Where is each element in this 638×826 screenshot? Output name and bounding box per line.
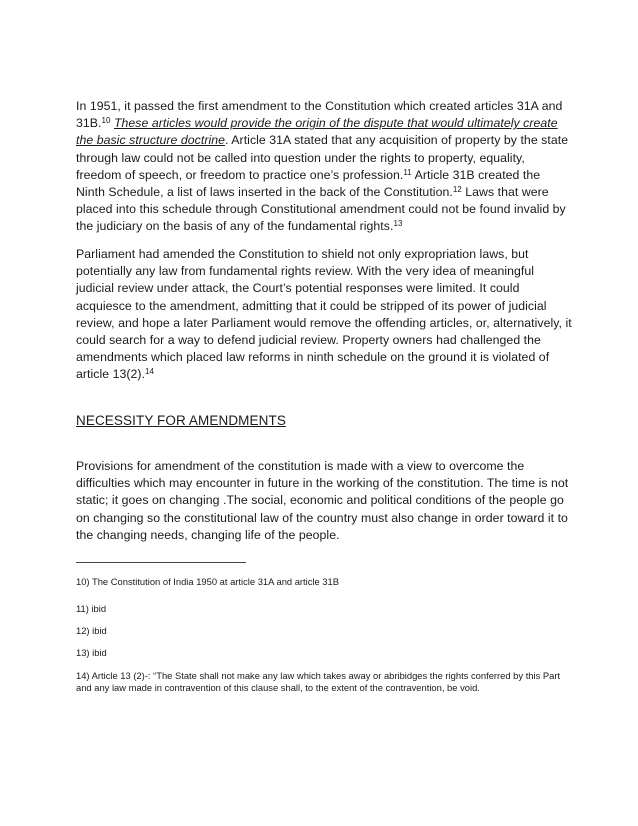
- footnote-ref-13: 13: [393, 219, 403, 229]
- paragraph-text: Provisions for amendment of the constitution is made with a view to overcome the difficulties which may encounter in future in the working of the constitution. The time is not static; it goes on changing .The social, economic and political conditions of the people go on changing so the constitutional law of the country must also change in order toward it to the changing needs, changing life of the people.: [76, 459, 569, 542]
- paragraph-text: . Article 31A stated that any acquisition of property by the state through law could not be called into question under the rights to property, equality, freedom of speech, or freedom to practice one’s profession.: [76, 133, 569, 182]
- paragraph-text: Article 31B created the Ninth Schedule, a list of laws inserted in the back of the Constitution.: [76, 167, 541, 200]
- footnote-ref-14: 14: [145, 367, 155, 377]
- footnote-ref-10: 10: [101, 116, 111, 126]
- paragraph-text: Laws that were placed into this schedule through Constitutional amendment could not be found invalid by the judiciary on the basis of any of the fundamental rights.: [76, 185, 566, 234]
- footnote-ref-12: 12: [452, 185, 462, 195]
- footnote-14: 14) Article 13 (2)-: “The State shall not make any law which takes away or abribidges the rights conferred by this Part and any law made in contravention of this clause shall, to the extent of the contravention, be void.: [76, 670, 561, 693]
- paragraph-parliament-amended: [76, 246, 572, 384]
- paragraph-provisions-amendment: [76, 458, 572, 544]
- footnote-13: 13) ibid: [76, 647, 107, 658]
- footnote-11: 11) ibid: [76, 603, 107, 614]
- paragraph-text: In 1951, it passed the first amendment to the Constitution which created articles 31A and 31B.: [76, 99, 563, 131]
- paragraph-first-amendment: [76, 98, 572, 236]
- paragraph-text: Parliament had amended the Constitution to shield not only expropriation laws, but potentially any law from fundamental rights review. With the very idea of meaningful judicial review under attack, the Court’s potential responses were limited. It could acquiesce to the amendment, admitting that it could be stripped of its power of judicial review, and hope a later Parliament would remove the offending articles, or, alternatively, it could search for a way to defend judicial review. Property owners had challenged the amendments which placed law reforms in ninth schedule on the ground it is violated of article 13(2).: [76, 247, 572, 382]
- emphasized-sentence: These articles would provide the origin of the dispute that would ultimately create the basic structure doctrine: [76, 116, 558, 148]
- section-heading: NECESSITY FOR AMENDMENTS: [76, 413, 286, 428]
- footnote-separator: [76, 562, 246, 563]
- footnote-12: 12) ibid: [76, 625, 107, 636]
- footnote-10: 10) The Constitution of India 1950 at article 31A and article 31B: [76, 576, 340, 587]
- footnote-ref-11: 11: [403, 167, 412, 177]
